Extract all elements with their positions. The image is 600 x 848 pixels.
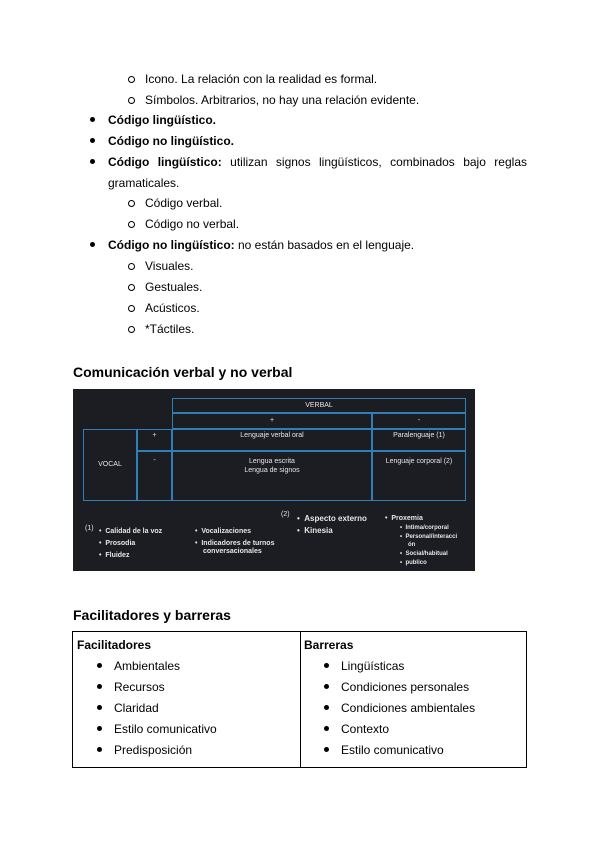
bullet-icon [97, 726, 102, 731]
hollow-bullet-icon [128, 284, 135, 291]
list-item-codigo-linguistico-def: Código lingüístico: utilizan signos lingüísticos, combinados bajo reglas [108, 155, 527, 169]
list-item-codigo-verbal: Código verbal. [145, 196, 223, 210]
bullet-icon [90, 117, 95, 122]
note-2-marker: (2) [281, 511, 290, 518]
row-plus-label: + [152, 432, 157, 439]
bullet-icon [90, 138, 95, 143]
barreras-header: Barreras [304, 638, 354, 652]
list-item-tactiles: *Táctiles. [145, 322, 195, 336]
escrita-label: Lengua escrita [249, 458, 295, 465]
verbal-header-label: VERBAL [305, 402, 333, 409]
list-item-codigo-no-linguistico: Código no lingüístico. [108, 134, 234, 148]
note-1-item: • Fluidez [99, 552, 130, 559]
list-item-codigo-no-verbal: Código no verbal. [145, 217, 240, 231]
table-list-item: Lingüísticas [341, 659, 405, 673]
note-1-item-turnos-cont: conversacionales [203, 548, 262, 555]
bullet-icon [97, 684, 102, 689]
note-1-item-vocal: • Vocalizaciones [195, 528, 252, 535]
vocal-label: VOCAL [98, 461, 122, 468]
note-2-item: • Kinesia [297, 526, 333, 535]
bullet-icon [324, 684, 329, 689]
proxemia-item: • publico [400, 560, 427, 566]
verbal-nonverbal-figure [73, 389, 475, 571]
section-title-facilitadores: Facilitadores y barreras [73, 607, 231, 623]
hollow-bullet-icon [128, 200, 135, 207]
table-list-item: Estilo comunicativo [114, 722, 217, 736]
bullet-icon [324, 705, 329, 710]
table-list-item: Estilo comunicativo [341, 743, 444, 757]
proxemia-item: • Personal/interacci [400, 534, 458, 540]
list-item-acusticos: Acústicos. [145, 301, 200, 315]
section-title-comunicacion: Comunicación verbal y no verbal [73, 364, 293, 380]
row-minus-label: - [153, 457, 156, 464]
facilitadores-barreras-table [72, 631, 527, 768]
list-item-visuales: Visuales. [145, 259, 194, 273]
list-item-simbolos: Símbolos. Arbitrarios, no hay una relación evidente. [145, 93, 420, 107]
bullet-icon [97, 705, 102, 710]
signos-label: Lengua de signos [244, 467, 300, 474]
note-1-marker: (1) [85, 525, 94, 532]
hollow-bullet-icon [128, 326, 135, 333]
list-item-continuation: gramaticales. [108, 176, 180, 190]
proxemia-item: • Social/habitual [400, 551, 448, 557]
note-1-item: • Calidad de la voz [99, 528, 163, 535]
facilitadores-header: Facilitadores [77, 638, 152, 652]
hollow-bullet-icon [128, 97, 135, 104]
proxemia-item-cont: ón [408, 542, 416, 548]
facilitadores-column [73, 632, 300, 767]
list-item-codigo-no-linguistico-def: Código no lingüístico: no están basados en el lenguaje. [108, 238, 415, 252]
minus-header-label: - [417, 417, 421, 424]
table-list-item: Claridad [114, 701, 159, 715]
table-list-item: Recursos [114, 680, 165, 694]
list-item-gestuales: Gestuales. [145, 280, 203, 294]
table-list-item: Condiciones personales [341, 680, 470, 694]
table-list-item: Condiciones ambientales [341, 701, 476, 715]
bullet-icon [90, 242, 95, 247]
corporal-label: Lenguaje corporal (2) [385, 458, 453, 465]
table-list-item: Ambientales [114, 659, 181, 673]
plus-header-label: + [269, 417, 275, 424]
paralenguaje-label: Paralenguaje (1) [393, 432, 445, 439]
hollow-bullet-icon [128, 305, 135, 312]
bullet-icon [324, 726, 329, 731]
bullet-icon [97, 747, 102, 752]
bullet-icon [90, 159, 95, 164]
proxemia-item: • Intima/corporal [400, 525, 449, 531]
note-1-item: • Prosodia [99, 540, 136, 547]
bullet-icon [97, 663, 102, 668]
oral-label: Lenguaje verbal oral [240, 432, 304, 439]
table-list-item: Predisposición [114, 743, 193, 757]
proxemia-label: • Proxemia [385, 515, 423, 522]
hollow-bullet-icon [128, 263, 135, 270]
table-list-item: Contexto [341, 722, 390, 736]
list-item-codigo-linguistico: Código lingüístico. [108, 113, 216, 127]
bullet-icon [324, 747, 329, 752]
hollow-bullet-icon [128, 76, 135, 83]
bullet-icon [324, 663, 329, 668]
list-item-icono: Icono. La relación con la realidad es formal. [145, 72, 378, 86]
barreras-column [301, 632, 528, 767]
note-2-item: • Aspecto externo [297, 514, 367, 523]
note-1-item-turnos: • Indicadores de turnos [195, 540, 275, 547]
hollow-bullet-icon [128, 221, 135, 228]
